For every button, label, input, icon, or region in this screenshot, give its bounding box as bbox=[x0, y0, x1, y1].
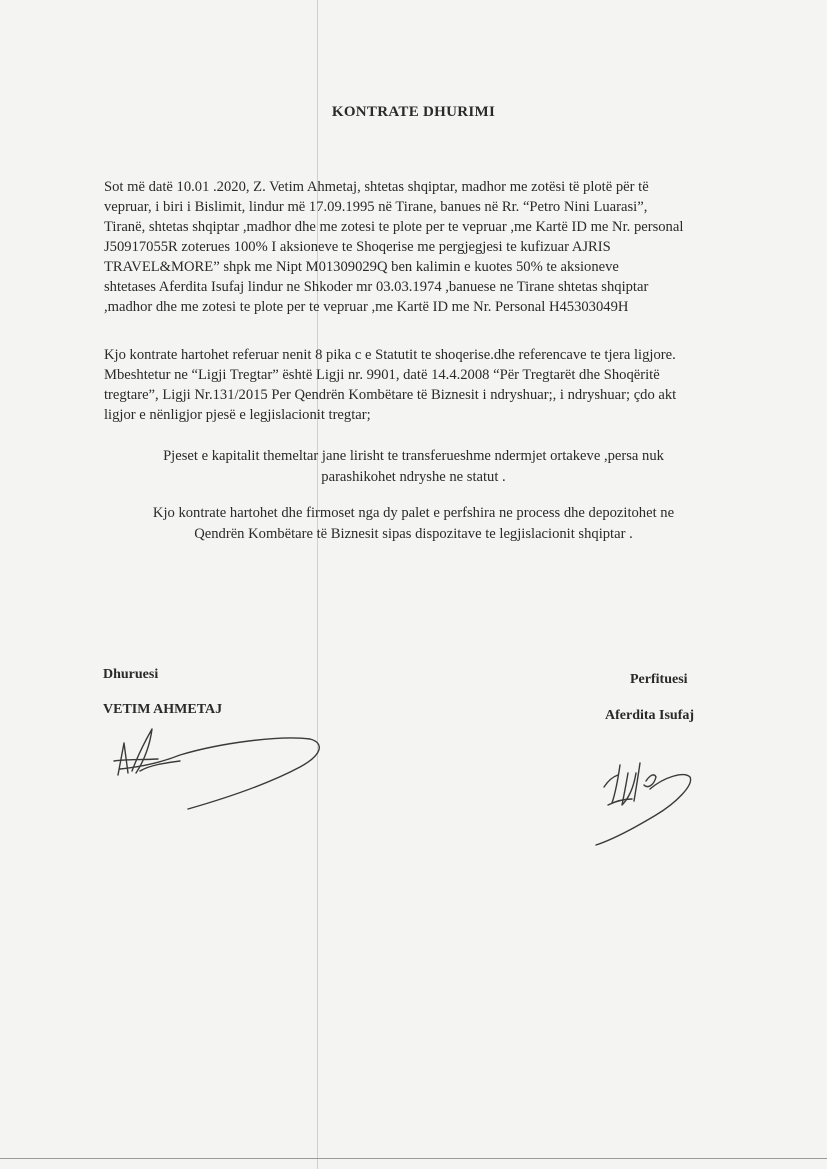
text-line: shtetases Aferdita Isufaj lindur ne Shkoder mr 03.03.1974 ,banuese ne Tirane shtetas shqiptar bbox=[104, 279, 649, 295]
recipient-signature bbox=[590, 755, 700, 850]
paragraph-legal-basis bbox=[104, 345, 732, 425]
text-line: Pjeset e kapitalit themeltar jane lirisht te transferueshme ndermjet ortakeve ,persa nuk bbox=[163, 448, 664, 464]
text-line: parashikohet ndryshe ne statut . bbox=[321, 469, 506, 485]
text-line: ,madhor dhe me zotesi te plote per te vepruar ,me Kartë ID me Nr. Personal H45303049H bbox=[104, 299, 629, 315]
page-edge bbox=[0, 1158, 827, 1159]
paragraph-parties bbox=[104, 177, 732, 317]
text-line: vepruar, i biri i Bislimit, lindur më 17.09.1995 në Tirane, banues në Rr. “Petro Nini Luarasi”, bbox=[104, 199, 648, 215]
donor-label: Dhuruesi bbox=[103, 667, 159, 682]
text-line: Mbeshtetur ne “Ligji Tregtar” është Ligji nr. 9901, datë 14.4.2008 “Për Tregtarët dhe Shoqëritë bbox=[104, 367, 660, 383]
recipient-name: Aferdita Isufaj bbox=[605, 708, 695, 723]
donor-signature bbox=[110, 725, 330, 815]
text-line: Kjo kontrate hartohet dhe firmoset nga dy palet e perfshira ne process dhe depozitohet ne bbox=[152, 505, 675, 521]
recipient-label: Perfituesi bbox=[630, 672, 688, 687]
text-line: TRAVEL&MORE” shpk me Nipt M01309029Q ben kalimin e kuotes 50% te aksioneve bbox=[104, 259, 619, 275]
text-line: ligjor e nënligjor pjesë e legjislacionit tregtar; bbox=[104, 407, 371, 423]
text-line: tregtare”, Ligji Nr.131/2015 Per Qendrën Kombëtare të Biznesit i ndryshuar;, i ndryshuar; çdo akt bbox=[104, 387, 677, 403]
paragraph-capital-transfer bbox=[0, 446, 827, 488]
donor-name: VETIM AHMETAJ bbox=[103, 702, 223, 717]
text-line: Kjo kontrate hartohet referuar nenit 8 pika c e Statutit te shoqerise.dhe referencave te tjera ligjore. bbox=[104, 347, 676, 363]
text-line: Qendrën Kombëtare të Biznesit sipas dispozitave te legjislacionit shqiptar . bbox=[194, 526, 633, 542]
fold-line bbox=[317, 0, 318, 1169]
text-line: Tiranë, shtetas shqiptar ,madhor dhe me zotesi te plote per te vepruar ,me Kartë ID me Nr. personal bbox=[104, 219, 684, 235]
text-line: J50917055R zoterues 100% I aksioneve te Shoqerise me pergjegjesi te kufizuar AJRIS bbox=[104, 239, 611, 255]
paragraph-signing bbox=[0, 503, 827, 545]
text-line: Sot më datë 10.01 .2020, Z. Vetim Ahmetaj, shtetas shqiptar, madhor me zotësi të plotë për të bbox=[104, 179, 649, 195]
document-title: KONTRATE DHURIMI bbox=[331, 104, 496, 120]
